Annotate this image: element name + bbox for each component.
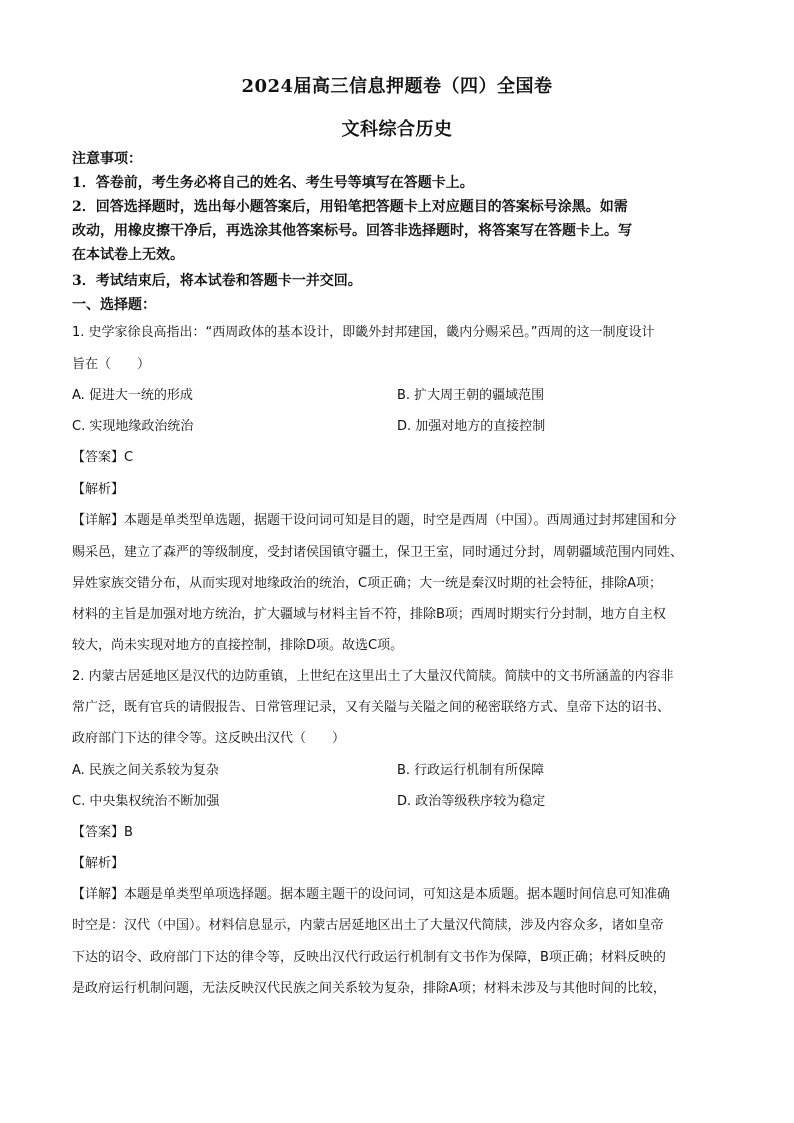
q1-detail-line-1: 【详解】本题是单类型单选题，据题干设问词可知是目的题，时空是西周（中国）。西周通过封邦建国和分	[72, 513, 677, 528]
notice-item-2-line-3: 在本试卷上无效。	[72, 247, 184, 263]
q2-detail-line-2: 时空是：汉代（中国）。材料信息显示，内蒙古居延地区出土了大量汉代简牍，涉及内容众多，诸如皇帝	[72, 918, 664, 933]
q2-stem-line-1: 2. 内蒙古居延地区是汉代的边防重镇，上世纪在这里出土了大量汉代简牍。简牍中的文书所涵盖的内容非	[72, 669, 674, 684]
notice-item-1: 1．答卷前，考生务必将自己的姓名、考生号等填写在答题卡上。	[72, 175, 474, 191]
exam-title: 2024届高三信息押题卷（四）全国卷	[241, 76, 553, 97]
q1-detail-line-3: 异姓家族交错分布，从而实现对地缘政治的统治，C项正确；大一统是秦汉时期的社会特征，排除A项；	[72, 576, 662, 591]
q2-option-d: D. 政治等级秩序较为稳定	[397, 794, 546, 809]
q1-analysis-label: 【解析】	[72, 482, 125, 497]
notice-item-2-line-1: 2．回答选择题时，选出每小题答案后，用铅笔把答题卡上对应题目的答案标号涂黑。如需	[72, 199, 628, 215]
q1-answer: 【答案】C	[72, 450, 134, 465]
q1-detail-line-4: 材料的主旨是加强对地方统治，扩大疆域与材料主旨不符，排除B项；西周时期实行分封制，地方自主权	[72, 607, 666, 622]
q2-detail-line-4: 是政府运行机制问题，无法反映汉代民族之间关系较为复杂，排除A项；材料未涉及与其他时间的比较，	[72, 981, 666, 996]
section-heading: 一、选择题：	[72, 297, 156, 313]
q2-detail-line-3: 下达的诏令、政府部门下达的律令等，反映出汉代行政运行机制有文书作为保障，B项正确；材料反映的	[72, 950, 666, 965]
q2-detail-line-1: 【详解】本题是单类型单项选择题。据本题主题干的设问词，可知这是本质题。据本题时间信息可知准确	[72, 887, 671, 902]
q2-option-a: A. 民族之间关系较为复杂	[72, 763, 219, 778]
q1-stem-line-2: 旨在（ ）	[72, 357, 151, 372]
notice-heading: 注意事项：	[72, 151, 142, 167]
notice-item-2-line-2: 改动，用橡皮擦干净后，再选涂其他答案标号。回答非选择题时，将答案写在答题卡上。写	[72, 223, 632, 239]
q2-stem-line-3: 政府部门下达的律令等。这反映出汉代（ ）	[72, 731, 346, 746]
exam-subtitle: 文科综合历史	[341, 119, 453, 140]
q1-option-c: C. 实现地缘政治统治	[72, 419, 194, 434]
q2-option-b: B. 行政运行机制有所保障	[397, 763, 545, 778]
q1-option-d: D. 加强对地方的直接控制	[397, 419, 546, 434]
notice-item-3: 3．考试结束后，将本试卷和答题卡一并交回。	[72, 273, 362, 289]
q2-answer: 【答案】B	[72, 825, 133, 840]
q1-detail-line-5: 较大，尚未实现对地方的直接控制，排除D项。故选C项。	[72, 638, 404, 653]
q2-stem-line-2: 常广泛，既有官兵的请假报告、日常管理记录，又有关隘与关隘之间的秘密联络方式、皇帝下达的诏书、	[72, 700, 671, 715]
q1-detail-line-2: 赐采邑，建立了森严的等级制度，受封诸侯国镇守疆土，保卫王室，同时通过分封，周朝疆域范围内同姓、	[72, 545, 684, 560]
q1-stem-line-1: 1. 史学家徐良高指出：“西周政体的基本设计，即畿外封邦建国，畿内分赐采邑。”西周的这一制度设计	[72, 325, 655, 340]
q2-analysis-label: 【解析】	[72, 856, 125, 871]
q2-option-c: C. 中央集权统治不断加强	[72, 794, 220, 809]
q1-option-a: A. 促进大一统的形成	[72, 388, 193, 403]
q1-option-b: B. 扩大周王朝的疆域范围	[397, 388, 545, 403]
